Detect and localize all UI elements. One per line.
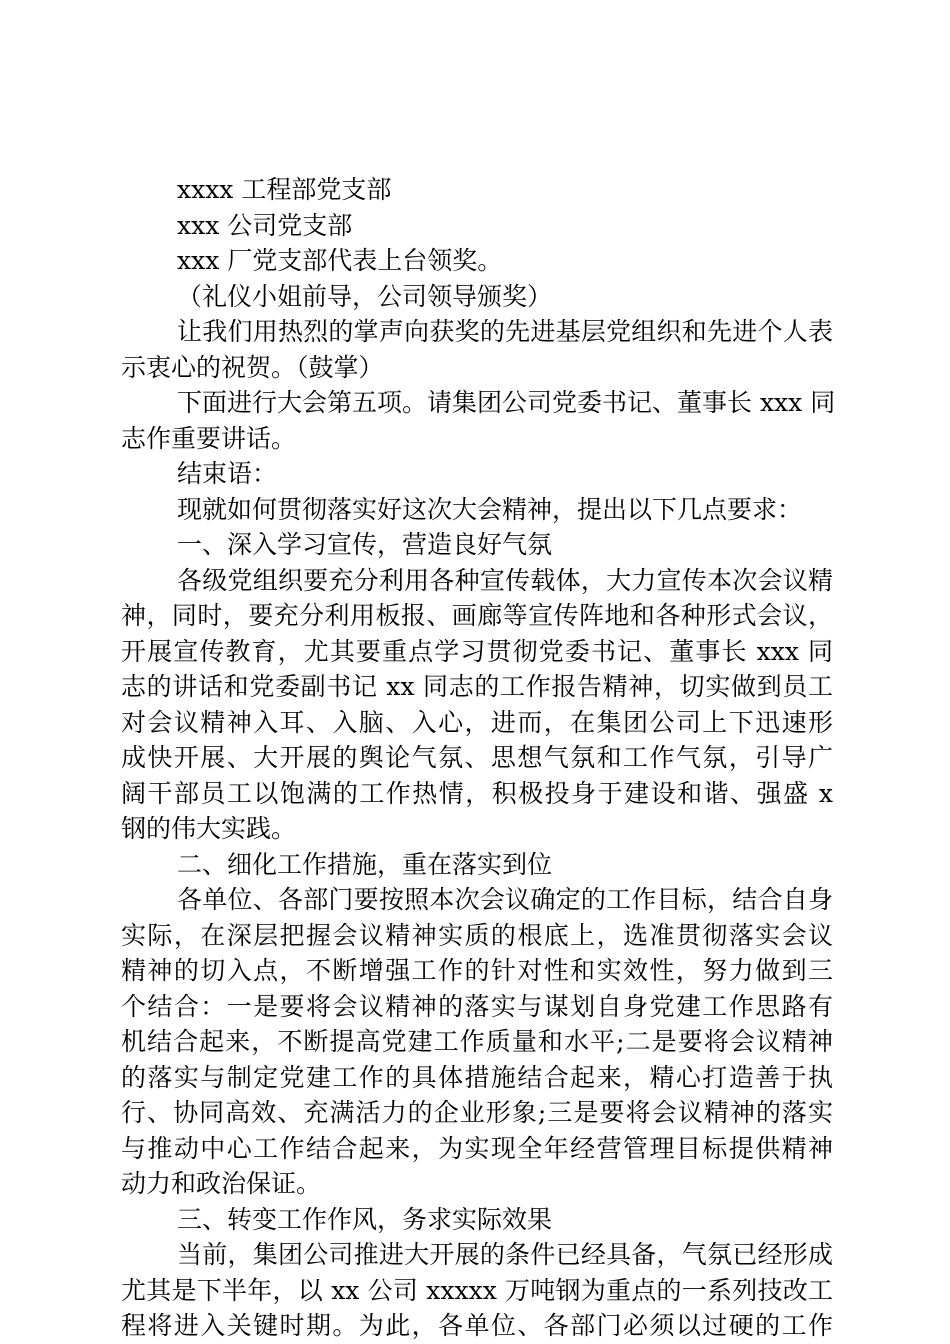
text-line: （礼仪小姐前导，公司领导颁奖） <box>177 281 553 311</box>
text-line: 各级党组织要充分利用各种宣传载体，大力宣传本次会议精 <box>177 565 833 595</box>
text-line: 结束语： <box>177 459 278 488</box>
text-line: xxx 厂党支部代表上台领奖。 <box>177 246 503 275</box>
text-line: 让我们用热烈的掌声向获奖的先进基层党组织和先进个人表 <box>177 317 833 346</box>
text-line: 二、细化工作措施，重在落实到位 <box>177 849 553 879</box>
text-line: xxxx 工程部党支部 <box>177 175 392 204</box>
text-line: 个结合：一是要将会议精神的落实与谋划自身党建工作思路有 <box>121 991 833 1021</box>
text-line: 一、深入学习宣传，营造良好气氛 <box>177 530 553 559</box>
text-line: 精神的切入点，不断增强工作的针对性和实效性，努力做到三 <box>121 956 833 985</box>
text-line: 阔干部员工以饱满的工作热情，积极投身于建设和谐、强盛 x <box>121 778 833 808</box>
text-line: 下面进行大会第五项。请集团公司党委书记、董事长 xxx 同 <box>177 388 836 417</box>
text-line: 三、转变工作作风，务求实际效果 <box>177 1204 553 1234</box>
text-line: 钢的伟大实践。 <box>121 814 297 843</box>
text-line: 尤其是下半年，以 xx 公司 xxxxx 万吨钢为重点的一系列技改工 <box>121 1275 833 1305</box>
text-line: 神，同时，要充分利用板报、画廊等宣传阵地和各种形式会议， <box>121 601 833 630</box>
text-line: 程将进入关键时期。为此，各单位、各部门必须以过硬的工作 <box>121 1311 833 1340</box>
text-line: 各单位、各部门要按照本次会议确定的工作目标，结合自身 <box>177 885 833 914</box>
text-line: 当前，集团公司推进大开展的条件已经具备，气氛已经形成 <box>177 1240 833 1269</box>
text-line: 志的讲话和党委副书记 xx 同志的工作报告精神，切实做到员工 <box>121 672 833 701</box>
text-line: xxx 公司党支部 <box>177 210 353 240</box>
text-line: 志作重要讲话。 <box>121 423 297 453</box>
text-line: 开展宣传教育，尤其要重点学习贯彻党委书记、董事长 xxx 同 <box>121 636 833 666</box>
text-line: 对会议精神入耳、入脑、入心，进而，在集团公司上下迅速形 <box>121 707 833 737</box>
text-line: 动力和政治保证。 <box>121 1169 322 1198</box>
text-line: 示衷心的祝贺。（鼓掌） <box>121 352 384 382</box>
text-line: 成快开展、大开展的舆论气氛、思想气氛和工作气氛，引导广 <box>121 743 833 772</box>
text-line: 与推动中心工作结合起来，为实现全年经营管理目标提供精神 <box>121 1133 833 1163</box>
text-line: 机结合起来，不断提高党建工作质量和水平;二是要将会议精神 <box>121 1027 833 1056</box>
text-line: 实际，在深层把握会议精神实质的根底上，选准贯彻落实会议 <box>121 920 833 950</box>
text-line: 行、协同高效、充满活力的企业形象;三是要将会议精神的落实 <box>121 1098 833 1127</box>
text-line: 现就如何贯彻落实好这次大会精神，提出以下几点要求： <box>177 494 803 524</box>
text-line: 的落实与制定党建工作的具体措施结合起来，精心打造善于执 <box>121 1062 833 1092</box>
document-body <box>121 172 836 1344</box>
